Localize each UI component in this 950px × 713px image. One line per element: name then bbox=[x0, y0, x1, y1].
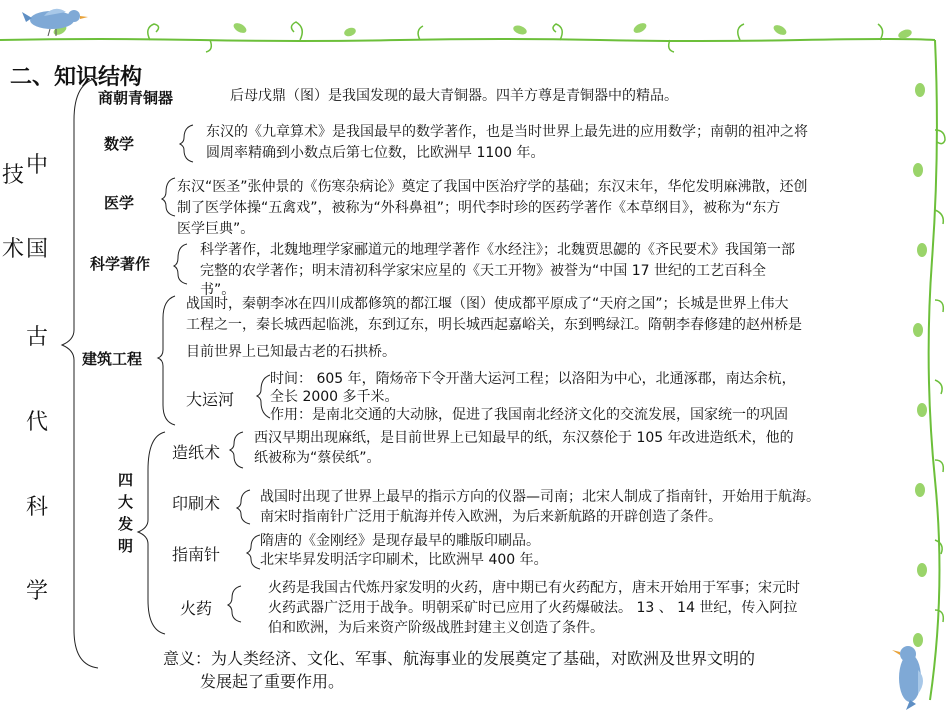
section-label-bronze: 商朝青铜器 bbox=[98, 89, 174, 107]
section-text-math-line: 东汉的《九章算术》是我国最早的数学著作，也是当时世界上最先进的应用数学；南朝的祖冲之将 bbox=[206, 124, 808, 140]
section-label-science-works: 科学著作 bbox=[90, 255, 151, 273]
four-inventions-label-char: 发 bbox=[118, 515, 134, 533]
printing-text-line: 南宋时指南针广泛用于航海并传入欧洲，为后来新航路的开辟创造了条件。 bbox=[260, 509, 722, 525]
section-text-medicine-line: 制了医学体操“五禽戏”，被称为“外科鼻祖”；明代李时珍的医药学著作《本草纲目》，被称为“东方 bbox=[177, 200, 781, 216]
canal-text-line: 时间： 605 年，隋炀帝下令开凿大运河工程；以洛阳为中心，北通涿郡，南达余杭， bbox=[270, 371, 796, 387]
sublabel-printing: 印刷术 bbox=[172, 494, 221, 513]
vertical-title-char: 中 bbox=[26, 153, 49, 178]
compass-text-line: 北宋毕昇发明活字印刷术，比欧洲早 400 年。 bbox=[260, 552, 548, 568]
four-inventions-label-char: 大 bbox=[118, 493, 134, 511]
section-text-science-works-line: 科学著作，北魏地理学家郦道元的地理学著作《水经注》；北魏贾思勰的《齐民要术》我国第一部 bbox=[200, 242, 795, 258]
vertical-title-char: 科 bbox=[26, 495, 49, 520]
four-inventions-label-char: 明 bbox=[118, 537, 134, 555]
gunpowder-text-line: 火药武器广泛用于战争。明朝采矿时已应用了火药爆破法。 13 、 14 世纪，传入阿拉 bbox=[268, 600, 798, 616]
significance-line: 意义：为人类经济、文化、军事、航海事业的发展奠定了基础，对欧洲及世界文明的 bbox=[163, 649, 756, 668]
printing-text-line: 战国时出现了世界上最早的指示方向的仪器—司南；北宋人制成了指南针，开始用于航海。 bbox=[260, 489, 820, 505]
section-text-architecture-line: 目前世界上已知最古老的石拱桥。 bbox=[186, 344, 396, 360]
vertical-title-char: 技 bbox=[2, 163, 25, 188]
gunpowder-text-line: 火药是我国古代炼丹家发明的火药，唐中期已有火药配方，唐末开始用于军事；宋元时 bbox=[268, 580, 800, 596]
sublabel-compass: 指南针 bbox=[172, 545, 221, 564]
section-text-medicine-line: 医学巨典”。 bbox=[177, 221, 255, 237]
vertical-title-char: 国 bbox=[26, 237, 49, 262]
vertical-title-char: 学 bbox=[26, 579, 49, 604]
compass-text-line: 隋唐的《金刚经》是现存最早的雕版印刷品。 bbox=[260, 533, 540, 549]
section-text-architecture-line: 战国时，秦朝李冰在四川成都修筑的都江堰（图）使成都平原成了“天府之国”；长城是世界上伟大 bbox=[186, 296, 789, 312]
vertical-title-char: 古 bbox=[26, 325, 49, 350]
section-label-medicine: 医学 bbox=[104, 194, 135, 212]
section-text-medicine-line: 东汉“医圣”张仲景的《伤寒杂病论》奠定了我国中医治疗学的基础；东汉末年，华佗发明麻沸散，还创 bbox=[177, 179, 808, 195]
canal-text-line: 作用：是南北交通的大动脉，促进了我国南北经济文化的交流发展，国家统一的巩固 bbox=[270, 407, 788, 423]
canal-text-line: 全长 2000 多千米。 bbox=[270, 389, 399, 405]
vertical-title-char: 术 bbox=[2, 237, 25, 262]
section-text-math-line: 圆周率精确到小数点后第七位数，比欧洲早 1100 年。 bbox=[206, 145, 545, 161]
section-text-science-works-line: 书”。 bbox=[200, 282, 236, 298]
section-text-science-works-line: 完整的农学著作；明末清初科学家宋应星的《天工开物》被誉为“中国 17 世纪的工艺百科全 bbox=[200, 263, 766, 279]
section-text-bronze: 后母戊鼎（图）是我国发现的最大青铜器。四羊方尊是青铜器中的精品。 bbox=[230, 88, 678, 104]
sublabel-papermaking: 造纸术 bbox=[172, 443, 221, 462]
vertical-title-char: 代 bbox=[26, 410, 49, 435]
gunpowder-text-line: 伯和欧洲，为后来资产阶级战胜封建主义创造了条件。 bbox=[268, 620, 604, 636]
section-label-architecture: 建筑工程 bbox=[82, 350, 143, 368]
paper-text-line: 西汉早期出现麻纸，是目前世界上已知最早的纸，东汉蔡伦于 105 年改进造纸术，他的 bbox=[254, 430, 794, 446]
section-label-math: 数学 bbox=[104, 135, 135, 153]
page-title: 二、知识结构 bbox=[10, 65, 143, 90]
four-inventions-label-char: 四 bbox=[118, 471, 134, 489]
sublabel-grand-canal: 大运河 bbox=[186, 390, 235, 409]
section-text-architecture-line: 工程之一，秦长城西起临洮，东到辽东，明长城西起嘉峪关，东到鸭绿江。隋朝李春修建的赵州桥是 bbox=[186, 317, 802, 333]
significance-line: 发展起了重要作用。 bbox=[200, 672, 345, 691]
paper-text-line: 纸被称为“蔡侯纸”。 bbox=[254, 450, 381, 466]
sublabel-gunpowder: 火药 bbox=[180, 599, 213, 618]
